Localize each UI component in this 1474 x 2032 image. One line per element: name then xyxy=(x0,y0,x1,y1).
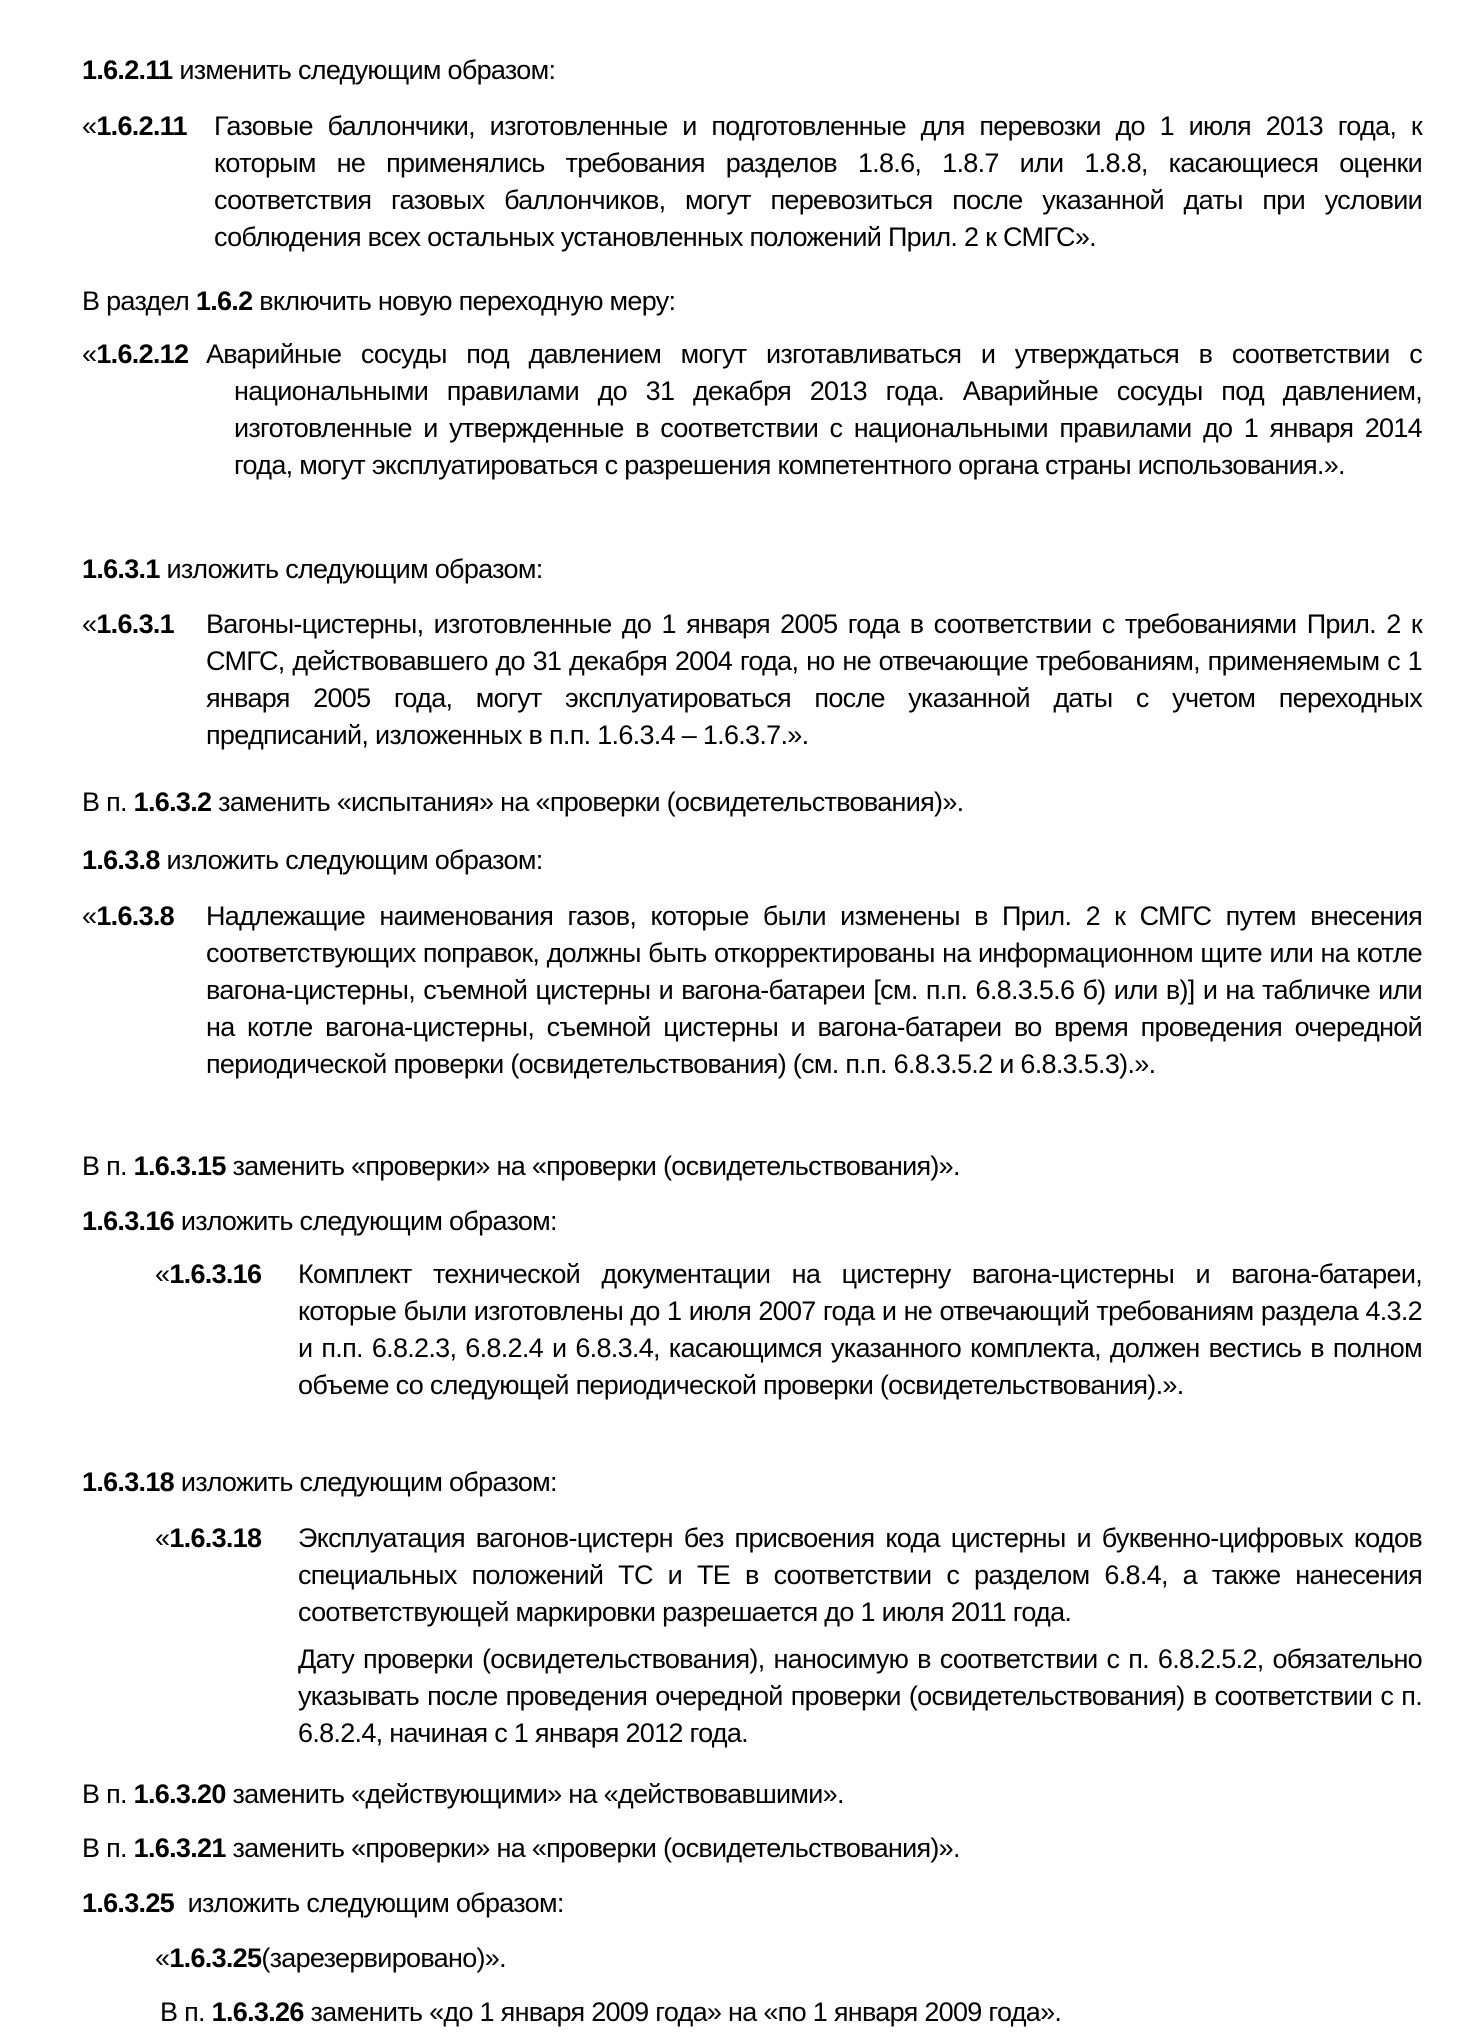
instruction-1-6-3-26: В п. 1.6.3.26 заменить «до 1 января 2009 года» на «по 1 января 2009 года». xyxy=(160,1997,1062,2027)
instruction-1-6-3-20: В п. 1.6.3.20 заменить «действующими» на «действовавшими». xyxy=(82,1779,844,1809)
clause-label: «1.6.3.1 xyxy=(82,609,174,639)
clause-text xyxy=(298,1520,1422,1752)
clause-number: 1.6.3.25 xyxy=(82,1888,174,1918)
clause-label: «1.6.3.18 xyxy=(155,1523,262,1553)
clause-number: 1.6.3.8 xyxy=(82,845,160,875)
clause-text: Надлежащие наименования газов, которые были изменены в Прил. 2 к СМГС путем внесения соответствующих поправок, должны быть откорректированы на информационном щите или на котле вагона-цистерны, съемной цистерны и вагона-батареи [см. п.п. 6.8.3.5.6 б) или в)] и на табличке или на котле вагона-цистерны, съемной цистерны и вагона-батареи во время проведения очередной периодической проверки (освидетельствования) (см. п.п. 6.8.3.5.2 и 6.8.3.5.3).». xyxy=(206,901,1422,1079)
clause-number: 1.6.3.21 xyxy=(133,1833,226,1863)
instruction-1-6-3-15: В п. 1.6.3.15 заменить «проверки» на «проверки (освидетельствования)». xyxy=(82,1151,960,1181)
instruction-1-6-3-21: В п. 1.6.3.21 заменить «проверки» на «проверки (освидетельствования)». xyxy=(82,1833,960,1863)
clause-text: Комплект технической документации на цистерну вагона-цистерны и вагона-батареи, которые были изготовлены до 1 июля 2007 года и не отвечающий требованиям раздела 4.3.2 и п.п. 6.8.2.3, 6.8.2.4 и 6.8.3.4, касающимся указанного комплекта, должен вестись в полном объеме со следующей периодической проверки (освидетельствования).». xyxy=(298,1259,1422,1400)
quoted-clause-1-6-3-18 xyxy=(155,1520,1422,1760)
quoted-clause-1-6-3-16 xyxy=(155,1256,1422,1446)
clause-number: 1.6.3.20 xyxy=(133,1779,226,1809)
instruction-1-6-3-16: 1.6.3.16 изложить следующим образом: xyxy=(82,1206,557,1236)
clause-label: «1.6.3.8 xyxy=(82,901,174,931)
clause-number: 1.6.3.18 xyxy=(82,1467,174,1497)
clause-number: 1.6.3.25 xyxy=(169,1943,262,1973)
instruction-1-6-3-1: 1.6.3.1 изложить следующим образом: xyxy=(82,554,543,584)
quoted-clause-1-6-3-8 xyxy=(82,898,1422,1128)
quoted-clause-1-6-2-12 xyxy=(82,336,1422,526)
clause-number: 1.6.3.1 xyxy=(82,554,160,584)
clause-number: 1.6.3.26 xyxy=(211,1997,304,2027)
clause-number: 1.6.3.15 xyxy=(133,1151,226,1181)
quoted-clause-1-6-3-25: «1.6.3.25(зарезервировано)». xyxy=(155,1943,506,1973)
clause-label: «1.6.3.16 xyxy=(155,1259,262,1289)
quoted-clause-1-6-3-1 xyxy=(82,606,1422,761)
instruction-1-6-2-11 xyxy=(82,52,1422,89)
instruction-1-6-3-2: В п. 1.6.3.2 заменить «испытания» на «проверки (освидетельствования)». xyxy=(82,787,964,817)
clause-number: 1.6.3.2 xyxy=(133,787,212,817)
clause-text: Вагоны-цистерны, изготовленные до 1 января 2005 года в соответствии с требованиями Прил. 2 к СМГС, действовавшего до 31 декабря 2004 года, но не отвечающие требованиям, применяемым с 1 января 2005 года, могут эксплуатироваться после указанной даты с учетом переходных предписаний, изложенных в п.п. 1.6.3.4 – 1.6.3.7.». xyxy=(206,609,1422,750)
clause-text: Газовые баллончики, изготовленные и подготовленные для перевозки до 1 июля 2013 года, к которым не применялись требования разделов 1.8.6, 1.8.7 или 1.8.8, касающиеся оценки соответствия газовых баллончиков, могут перевозиться после указанной даты при условии соблюдения всех остальных установленных положений Прил. 2 к СМГС». xyxy=(214,111,1422,252)
clause-paragraph-2: Дату проверки (освидетельствования), наносимую в соответствии с п. 6.8.2.5.2, обязательно указывать после проведения очередной проверки (освидетельствования) в соответствии с п. 6.8.2.4, начиная с 1 января 2012 года. xyxy=(298,1644,1422,1748)
instruction-1-6-2: В раздел 1.6.2 включить новую переходную меру: xyxy=(82,286,676,316)
instruction-text: изменить следующим образом: xyxy=(179,55,556,85)
clause-number: 1.6.2.11 xyxy=(82,55,173,85)
instruction-1-6-3-25: 1.6.3.25 изложить следующим образом: xyxy=(82,1888,564,1918)
instruction-1-6-3-8: 1.6.3.8 изложить следующим образом: xyxy=(82,845,543,875)
clause-paragraph-1: Эксплуатация вагонов-цистерн без присвоения кода цистерны и буквенно-цифровых кодов специальных положений ТС и ТЕ в соответствии с разделом 6.8.4, а также нанесения соответствующей маркировки разрешается до 1 июля 2011 года. xyxy=(298,1523,1422,1627)
clause-label: «1.6.2.12 xyxy=(82,339,189,369)
instruction-1-6-3-18: 1.6.3.18 изложить следующим образом: xyxy=(82,1467,557,1497)
clause-number: 1.6.3.16 xyxy=(82,1206,174,1236)
clause-label: «1.6.2.11 xyxy=(82,111,187,141)
clause-text: Аварийные сосуды под давлением могут изготавливаться и утверждаться в соответствии с национальными правилами до 31 декабря 2013 года. Аварийные сосуды под давлением, изготовленные и утвержденные в соответствии с национальными правилами до 1 января 2014 года, могут эксплуатироваться с разрешения компетентного органа страны использования.». xyxy=(206,339,1422,480)
clause-number: 1.6.2 xyxy=(195,286,253,316)
quoted-clause-1-6-2-11 xyxy=(82,108,1422,263)
